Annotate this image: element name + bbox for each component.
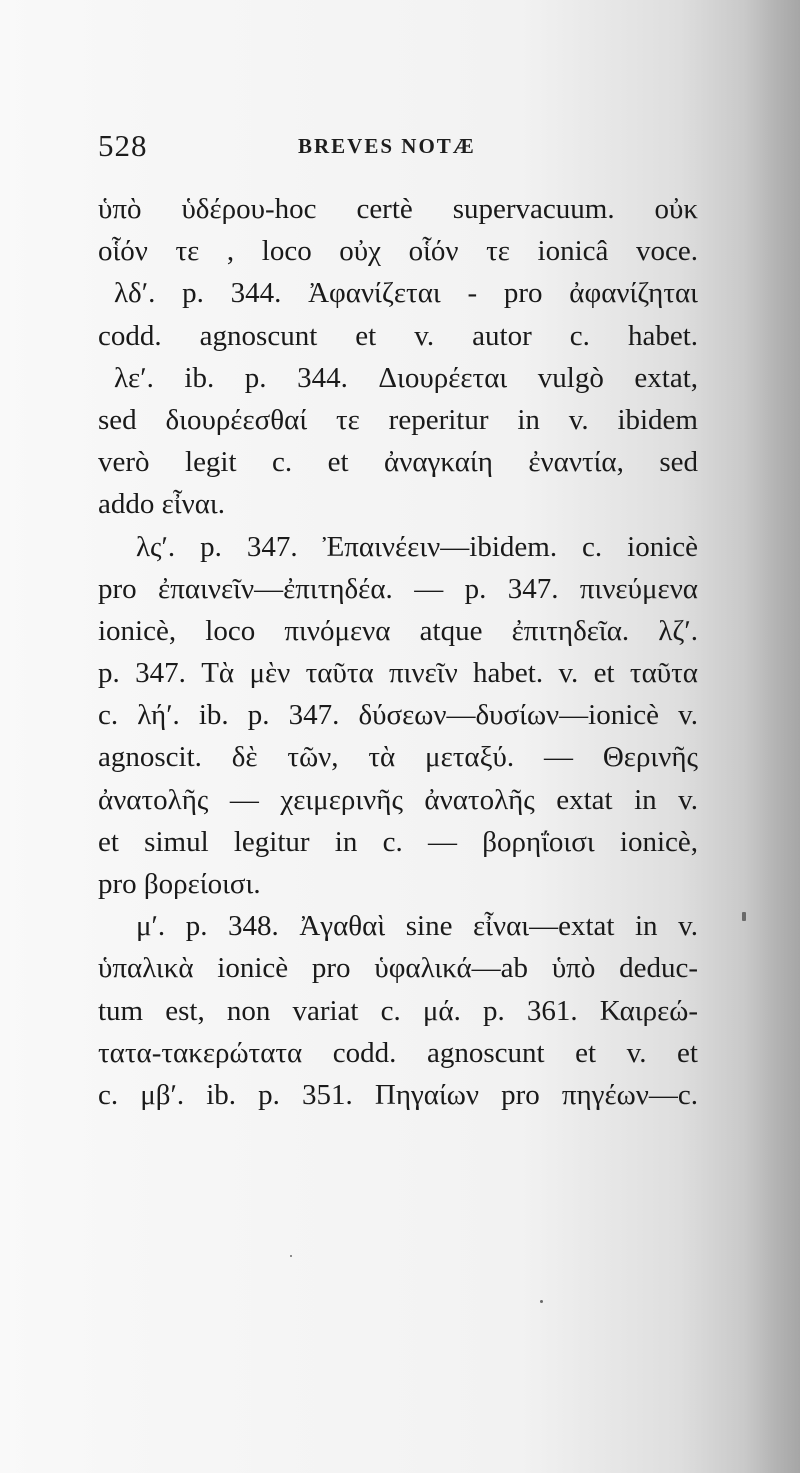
text-line: οἷόν τε , loco οὐχ οἷόν τε ionicâ voce. [98,235,698,268]
paper-speck [540,1300,543,1303]
text-line: tum est, non variat c. μά. p. 361. Καιρεώ- [98,994,698,1027]
text-line: ὑπαλικὰ ionicè pro ὑφαλικά—ab ὑπὸ deduc- [98,952,698,985]
text-line: λεʹ. ib. p. 344. Διουρέεται vulgò extat, [114,361,698,394]
page-header [98,128,698,172]
text-line: p. 347. Τὰ μὲν ταῦτα πινεῖν habet. v. et ταῦτα [98,657,698,690]
text-line: λδʹ. p. 344. Ἀφανίζεται - pro ἀφανίζηται [114,277,698,310]
text-line: λςʹ. p. 347. Ἐπαινέειν—ibidem. c. ionicè [136,530,698,563]
paper-speck [290,1255,292,1257]
text-line: verò legit c. et ἀναγκαίη ἐναντία, sed [98,446,698,479]
text-line: c. λήʹ. ib. p. 347. δύσεων—δυσίων—ionicè v. [98,699,698,732]
text-line: pro βορείοισι. [98,868,261,900]
running-title: BREVES NOTÆ [298,134,476,158]
text-line: ionicè, loco πινόμενα atque ἐπιτηδεῖα. λζʹ. [98,614,698,647]
text-line: addo εἶναι. [98,488,225,521]
text-line: ὑπὸ ὑδέρου-hoc certè supervacuum. οὐκ [98,193,698,225]
text-line: agnoscit. δὲ τῶν, τὰ μεταξύ. — Θερινῆς [98,741,698,774]
page-number: 528 [98,128,148,163]
text-line: c. μβʹ. ib. p. 351. Πηγαίων pro πηγέων—c. [98,1078,698,1111]
text-line: pro ἐπαινεῖν—ἐπιτηδέα. — p. 347. πινεύμενα [98,572,698,605]
text-line: et simul legitur in c. — βορηΐοισι ionicè, [98,825,698,858]
text-line: μʹ. p. 348. Ἀγαθαὶ sine εἶναι—extat in v. [136,910,698,943]
body-text [98,188,698,1116]
paper-speck [742,912,746,921]
text-line: codd. agnoscunt et v. autor c. habet. [98,319,698,352]
text-line: ἀνατολῆς — χειμερινῆς ἀνατολῆς extat in v. [98,783,698,816]
text-line: τατα-τακερώτατα codd. agnoscunt et v. et [98,1036,698,1069]
text-line: sed διουρέεσθαί τε reperitur in v. ibidem [98,403,698,436]
